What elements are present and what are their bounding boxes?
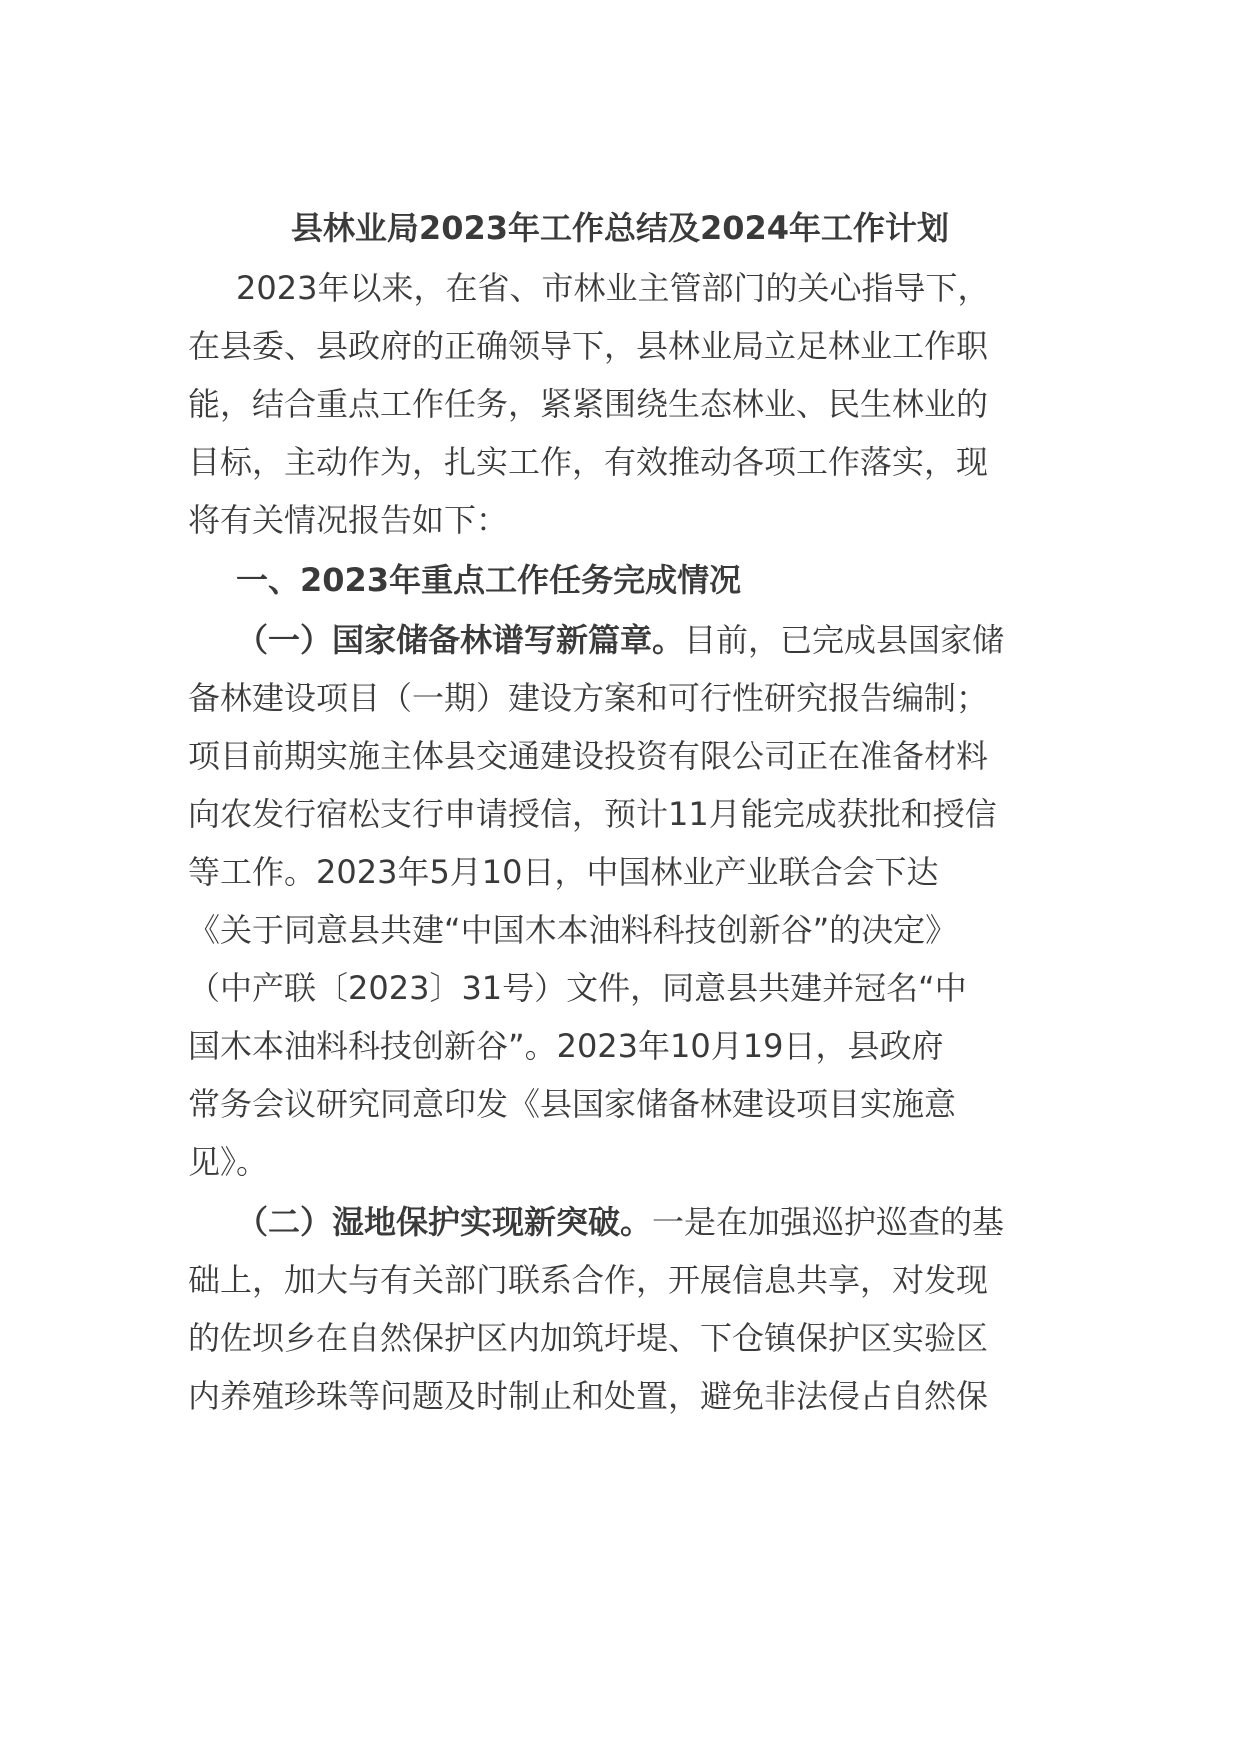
paragraph-line: 见》。 (188, 1143, 269, 1181)
subsection-title: （二）湿地保护实现新突破。 (236, 1203, 653, 1241)
subsection-first-line (236, 616, 1100, 664)
paragraph-line: 项目前期实施主体县交通建设投资有限公司正在准备材料 (188, 737, 989, 775)
document-title: 县林业局2023年工作总结及2024年工作计划 (290, 209, 950, 247)
subsection-text: 一是在加强巡护巡查的基 (652, 1203, 1005, 1241)
paragraph-line: 常务会议研究同意印发《县国家储备林建设项目实施意 (188, 1085, 957, 1123)
paragraph-line: （中产联〔2023〕31号）文件，同意县共建并冠名“中 (188, 969, 967, 1007)
paragraph-line: 将有关情况报告如下： (188, 501, 509, 539)
paragraph-line: 《关于同意县共建“中国木本油料科技创新谷”的决定》 (188, 911, 958, 949)
paragraph-line: 在县委、县政府的正确领导下，县林业局立足林业工作职 (188, 327, 989, 365)
paragraph-line: 2023年以来，在省、市林业主管部门的关心指导下， (236, 269, 990, 307)
section-heading: 一、2023年重点工作任务完成情况 (236, 561, 742, 599)
paragraph-line: 目标，主动作为，扎实工作，有效推动各项工作落实，现 (188, 443, 989, 481)
paragraph-line: 内养殖珍珠等问题及时制止和处置，避免非法侵占自然保 (188, 1377, 989, 1415)
paragraph-line: 等工作。2023年5月10日，中国林业产业联合会下达 (188, 853, 939, 891)
paragraph-line: 能，结合重点工作任务，紧紧围绕生态林业、民生林业的 (188, 385, 989, 423)
paragraph-line: 备林建设项目（一期）建设方案和可行性研究报告编制； (188, 679, 989, 717)
paragraph-line: 国木本油料科技创新谷”。2023年10月19日，县政府 (188, 1027, 944, 1065)
paragraph-line: 础上，加大与有关部门联系合作，开展信息共享，对发现 (188, 1261, 989, 1299)
subsection-title: （一）国家储备林谱写新篇章。 (236, 621, 685, 659)
paragraph-line: 的佐坝乡在自然保护区内加筑圩堤、下仓镇保护区实验区 (188, 1319, 989, 1357)
subsection-text: 目前，已完成县国家储 (684, 621, 1005, 659)
subsection-first-line (236, 1198, 1100, 1246)
paragraph-line: 向农发行宿松支行申请授信，预计11月能完成获批和授信 (188, 795, 997, 833)
